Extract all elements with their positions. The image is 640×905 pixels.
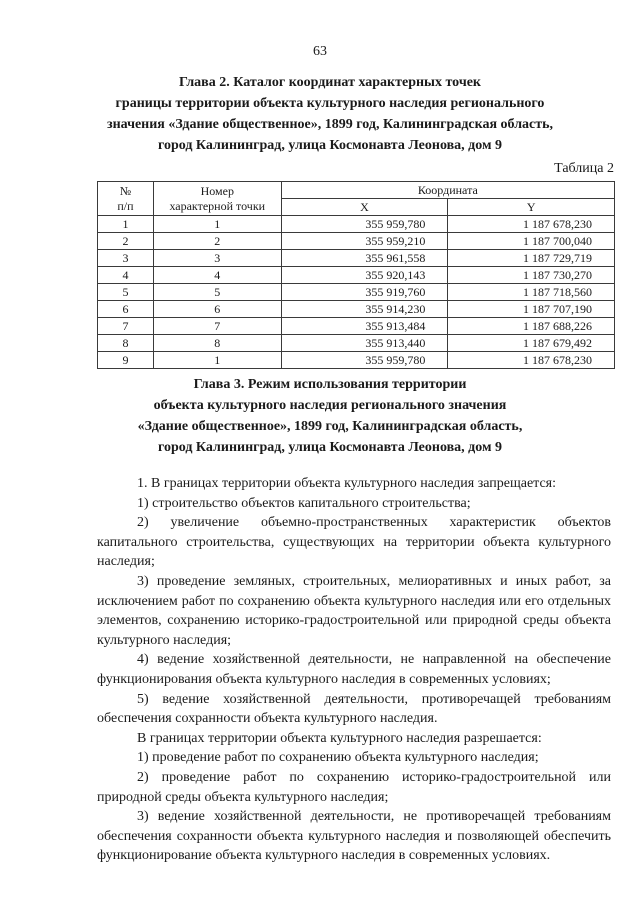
- paragraph: 2) увеличение объемно-пространственных характеристик объектов капитального строительства, существующих на территории объекта культурного наследия;: [97, 515, 611, 570]
- table-row: [98, 335, 615, 352]
- chapter-3-title-line: город Калининград, улица Космонавта Леонова, дом 9: [157, 440, 503, 455]
- cell-y: 1 187 729,719: [448, 250, 615, 267]
- cell-num: 3: [98, 250, 154, 267]
- coordinates-table: [97, 181, 615, 369]
- cell-num: 5: [98, 284, 154, 301]
- paragraph: 2) проведение работ по сохранению историко-градостроительной или природной среды объекта культурного наследия;: [97, 769, 611, 805]
- table-row: [98, 301, 615, 318]
- paragraph: 1. В границах территории объекта культурного наследия запрещается:: [137, 476, 557, 491]
- chapter-2-title-line: границы территории объекта культурного наследия регионального: [115, 96, 545, 111]
- cell-point: 4: [153, 267, 281, 284]
- cell-num: 9: [98, 352, 154, 369]
- table-row: [98, 318, 615, 335]
- chapter-3-title-line: Глава 3. Режим использования территории: [193, 377, 467, 392]
- cell-num: 6: [98, 301, 154, 318]
- cell-x: 355 919,760: [281, 284, 448, 301]
- paragraph: 5) ведение хозяйственной деятельности, противоречащей требованиям обеспечения сохранности объекта культурного наследия.: [97, 691, 611, 727]
- header-point-line: Номер: [200, 183, 234, 198]
- header-num-line: №: [119, 183, 132, 198]
- cell-point: 7: [153, 318, 281, 335]
- cell-point: 3: [153, 250, 281, 267]
- header-coords: Координата: [281, 182, 614, 199]
- cell-point: 1: [153, 216, 281, 233]
- table-caption: Таблица 2: [554, 161, 614, 176]
- chapter-3-body: [97, 474, 611, 866]
- header-point-line: характерной точки: [169, 198, 266, 213]
- header-y: Y: [448, 199, 615, 216]
- chapter-2-title: [60, 72, 600, 156]
- cell-num: 1: [98, 216, 154, 233]
- cell-point: 5: [153, 284, 281, 301]
- cell-x: 355 914,230: [281, 301, 448, 318]
- table-row: [98, 284, 615, 301]
- cell-y: 1 187 718,560: [448, 284, 615, 301]
- cell-num: 2: [98, 233, 154, 250]
- chapter-2-title-line: Глава 2. Каталог координат характерных точек: [179, 75, 481, 90]
- cell-x: 355 913,440: [281, 335, 448, 352]
- cell-y: 1 187 678,230: [448, 352, 615, 369]
- cell-point: 2: [153, 233, 281, 250]
- cell-y: 1 187 700,040: [448, 233, 615, 250]
- table-row: [98, 267, 615, 284]
- cell-num: 4: [98, 267, 154, 284]
- paragraph: 4) ведение хозяйственной деятельности, не направленной на обеспечение функционирования объекта культурного наследия в современных условиях;: [97, 652, 611, 687]
- chapter-3-title-line: объекта культурного наследия регионального значения: [153, 398, 507, 413]
- header-x: X: [281, 199, 448, 216]
- cell-x: 355 959,780: [281, 352, 448, 369]
- paragraph: В границах территории объекта культурного наследия разрешается:: [137, 730, 542, 746]
- cell-y: 1 187 707,190: [448, 301, 615, 318]
- cell-num: 7: [98, 318, 154, 335]
- table-row: [98, 352, 615, 369]
- header-num: [98, 182, 154, 216]
- paragraph: 3) проведение земляных, строительных, мелиоративных и иных работ, за исключением работ по сохранению объекта культурного наследия или его отдельных элементов, сохранению историко-градостроительной или природной среды объекта культурного наследия;: [97, 573, 611, 648]
- paragraph: 3) ведение хозяйственной деятельности, не противоречащей требованиям обеспечения сохранности объекта культурного наследия и позволяющей обеспечить функционирование объекта культурного наследия в современных условиях.: [97, 809, 611, 864]
- cell-point: 8: [153, 335, 281, 352]
- cell-y: 1 187 688,226: [448, 318, 615, 335]
- cell-y: 1 187 678,230: [448, 216, 615, 233]
- header-num-line: п/п: [117, 198, 134, 213]
- cell-x: 355 959,210: [281, 233, 448, 250]
- header-point: [153, 182, 281, 216]
- table-row: [98, 250, 615, 267]
- table-row: [98, 233, 615, 250]
- paragraph: 1) строительство объектов капитального строительства;: [137, 495, 471, 511]
- cell-y: 1 187 730,270: [448, 267, 615, 284]
- chapter-3-title-line: «Здание общественное», 1899 год, Калининградская область,: [137, 419, 523, 434]
- cell-x: 355 961,558: [281, 250, 448, 267]
- cell-y: 1 187 679,492: [448, 335, 615, 352]
- chapter-2-title-line: значения «Здание общественное», 1899 год, Калининградская область,: [106, 117, 554, 132]
- cell-x: 355 920,143: [281, 267, 448, 284]
- cell-num: 8: [98, 335, 154, 352]
- cell-point: 1: [153, 352, 281, 369]
- page-number: 63: [313, 44, 327, 59]
- coordinates-table-body: [98, 216, 615, 369]
- cell-point: 6: [153, 301, 281, 318]
- table-row: [98, 216, 615, 233]
- chapter-3-title: [60, 374, 600, 458]
- cell-x: 355 913,484: [281, 318, 448, 335]
- paragraph: 1) проведение работ по сохранению объекта культурного наследия;: [137, 750, 539, 766]
- chapter-2-title-line: город Калининград, улица Космонавта Леонова, дом 9: [157, 138, 503, 153]
- cell-x: 355 959,780: [281, 216, 448, 233]
